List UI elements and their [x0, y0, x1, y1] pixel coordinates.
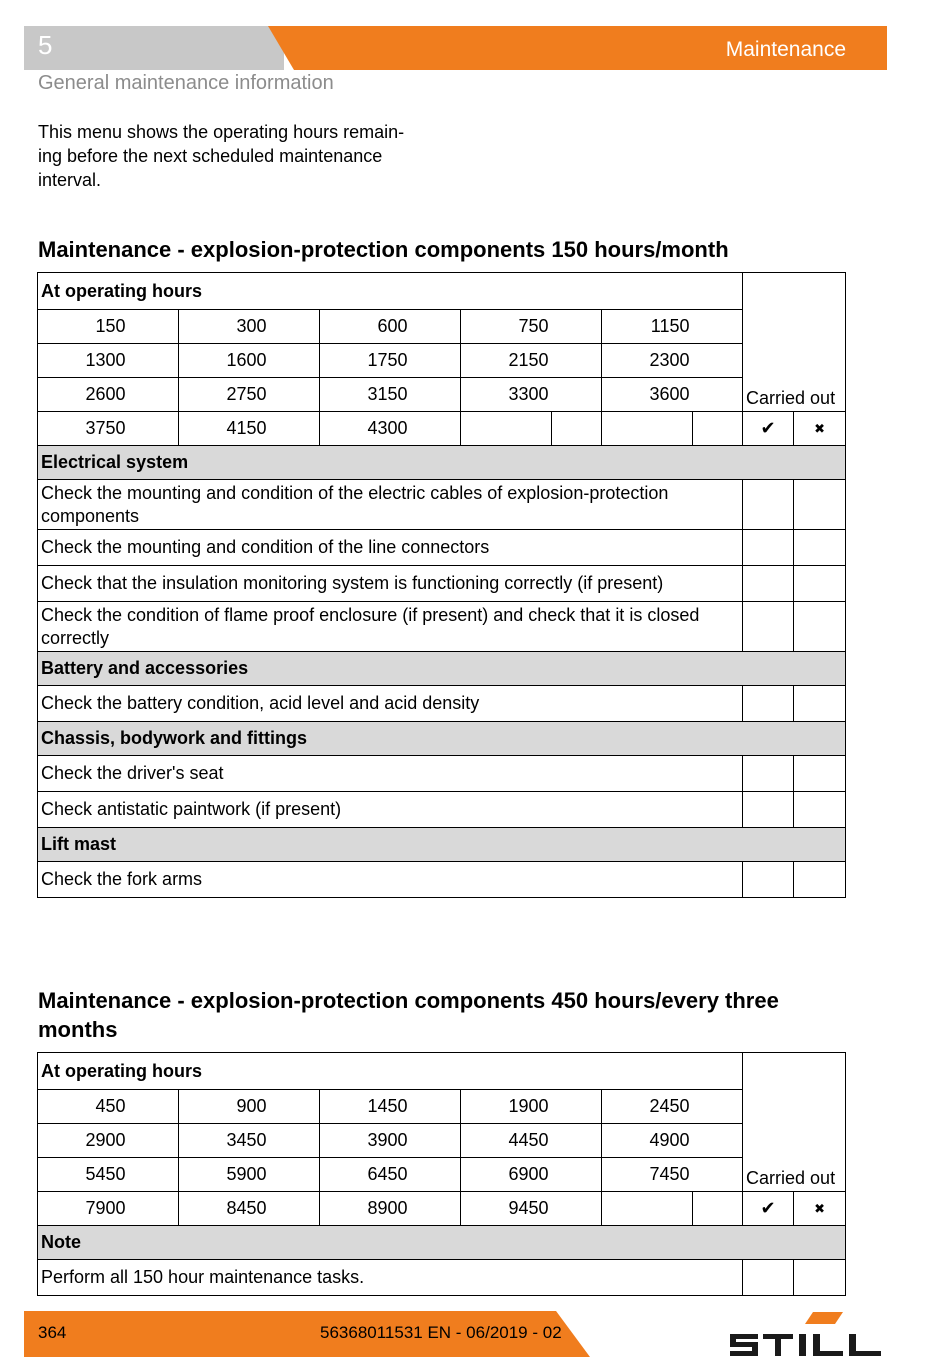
- hour-check-cell[interactable]: [270, 1158, 320, 1192]
- hour-cell: 4300: [320, 412, 411, 446]
- hour-cell: 3450: [179, 1124, 270, 1158]
- hour-cell: 300: [179, 310, 270, 344]
- intro-line: interval.: [38, 170, 102, 190]
- hour-cell: 9450: [461, 1192, 552, 1226]
- chapter-number: 5: [38, 30, 53, 60]
- hour-check-cell[interactable]: [693, 412, 743, 446]
- section-header-note: Note: [38, 1226, 846, 1260]
- table1-heading: Maintenance - explosion-protection components 150 hours/month: [38, 237, 729, 262]
- done-checkbox[interactable]: [743, 686, 794, 722]
- section-header-battery: Battery and accessories: [38, 652, 846, 686]
- done-checkbox[interactable]: [743, 602, 794, 652]
- task-description: Perform all 150 hour maintenance tasks.: [38, 1260, 743, 1296]
- task-description: Check the mounting and condition of the electric cables of explosion-protection components: [38, 480, 743, 530]
- hour-cell: 750: [461, 310, 552, 344]
- chapter-title: Maintenance: [725, 38, 846, 61]
- done-checkbox[interactable]: [743, 566, 794, 602]
- hour-check-cell[interactable]: [411, 344, 461, 378]
- hour-check-cell[interactable]: [411, 1158, 461, 1192]
- hour-cell: 450: [38, 1090, 129, 1124]
- hour-cell: 7900: [38, 1192, 129, 1226]
- check-mark-icon: ✔: [743, 412, 794, 446]
- hour-check-cell[interactable]: [552, 344, 602, 378]
- still-logo-icon: [727, 1312, 887, 1358]
- hour-cell: 2450: [602, 1090, 693, 1124]
- document-reference: 56368011531 EN - 06/2019 - 02: [320, 1323, 562, 1342]
- carried-out-label: Carried out: [743, 273, 846, 412]
- not-done-checkbox[interactable]: [794, 862, 846, 898]
- hour-check-cell[interactable]: [129, 1090, 179, 1124]
- hour-check-cell[interactable]: [129, 1158, 179, 1192]
- hour-cell: 4450: [461, 1124, 552, 1158]
- hour-cell: 7450: [602, 1158, 693, 1192]
- hour-check-cell[interactable]: [270, 344, 320, 378]
- hour-cell: 8900: [320, 1192, 411, 1226]
- hour-check-cell[interactable]: [270, 412, 320, 446]
- hour-check-cell[interactable]: [129, 1192, 179, 1226]
- hour-check-cell[interactable]: [129, 344, 179, 378]
- hour-check-cell[interactable]: [411, 1124, 461, 1158]
- hour-cell: [602, 412, 693, 446]
- hour-cell: 2900: [38, 1124, 129, 1158]
- hours-label: At operating hours: [38, 1053, 743, 1090]
- hour-check-cell[interactable]: [693, 1090, 743, 1124]
- done-checkbox[interactable]: [743, 530, 794, 566]
- cross-mark-icon: ✖: [794, 1192, 846, 1226]
- hour-check-cell[interactable]: [270, 310, 320, 344]
- hours-label: At operating hours: [38, 273, 743, 310]
- hour-check-cell[interactable]: [270, 1090, 320, 1124]
- done-checkbox[interactable]: [743, 756, 794, 792]
- hour-check-cell[interactable]: [552, 1090, 602, 1124]
- done-checkbox[interactable]: [743, 792, 794, 828]
- task-description: Check that the insulation monitoring system is functioning correctly (if present): [38, 566, 743, 602]
- not-done-checkbox[interactable]: [794, 686, 846, 722]
- hour-check-cell[interactable]: [129, 1124, 179, 1158]
- hour-cell: 4900: [602, 1124, 693, 1158]
- intro-paragraph: [38, 120, 438, 192]
- intro-line: This menu shows the operating hours remain-: [38, 122, 405, 142]
- hour-cell: 6450: [320, 1158, 411, 1192]
- check-mark-icon: ✔: [743, 1192, 794, 1226]
- section-header-electrical: Electrical system: [38, 446, 846, 480]
- task-description: Check the fork arms: [38, 862, 743, 898]
- hour-cell: 150: [38, 310, 129, 344]
- hour-check-cell[interactable]: [411, 412, 461, 446]
- hour-cell: 6900: [461, 1158, 552, 1192]
- hour-cell: 5450: [38, 1158, 129, 1192]
- not-done-checkbox[interactable]: [794, 792, 846, 828]
- done-checkbox[interactable]: [743, 1260, 794, 1296]
- hour-cell: 3600: [602, 378, 693, 412]
- done-checkbox[interactable]: [743, 480, 794, 530]
- page-number: 364: [38, 1323, 67, 1342]
- hour-check-cell[interactable]: [270, 1192, 320, 1226]
- hour-cell: 600: [320, 310, 411, 344]
- hour-check-cell[interactable]: [129, 310, 179, 344]
- hour-check-cell[interactable]: [552, 1192, 602, 1226]
- done-checkbox[interactable]: [743, 862, 794, 898]
- section-title: General maintenance information: [38, 72, 334, 94]
- hour-cell: 1900: [461, 1090, 552, 1124]
- chapter-tab: [24, 26, 284, 70]
- hour-check-cell[interactable]: [411, 310, 461, 344]
- hour-check-cell[interactable]: [270, 378, 320, 412]
- task-description: Check antistatic paintwork (if present): [38, 792, 743, 828]
- hour-check-cell[interactable]: [552, 310, 602, 344]
- hour-check-cell[interactable]: [129, 412, 179, 446]
- hour-cell: 900: [179, 1090, 270, 1124]
- hour-check-cell[interactable]: [411, 378, 461, 412]
- hour-cell: 2300: [602, 344, 693, 378]
- hour-cell: [461, 412, 552, 446]
- hour-cell: 1600: [179, 344, 270, 378]
- cross-mark-icon: ✖: [794, 412, 846, 446]
- hour-check-cell[interactable]: [552, 378, 602, 412]
- task-description: Check the driver's seat: [38, 756, 743, 792]
- hour-cell: 3750: [38, 412, 129, 446]
- hour-check-cell[interactable]: [129, 378, 179, 412]
- maintenance-table-150h: [37, 272, 846, 898]
- intro-line: ing before the next scheduled maintenance: [38, 146, 383, 166]
- hour-cell: 4150: [179, 412, 270, 446]
- maintenance-table-450h: [37, 1052, 846, 1296]
- not-done-checkbox[interactable]: [794, 756, 846, 792]
- task-description: Check the mounting and condition of the line connectors: [38, 530, 743, 566]
- hour-cell: 3900: [320, 1124, 411, 1158]
- not-done-checkbox[interactable]: [794, 530, 846, 566]
- hour-check-cell[interactable]: [693, 378, 743, 412]
- hour-cell: 2150: [461, 344, 552, 378]
- hour-cell: 2750: [179, 378, 270, 412]
- not-done-checkbox[interactable]: [794, 566, 846, 602]
- hour-check-cell[interactable]: [411, 1192, 461, 1226]
- carried-out-label: Carried out: [743, 1053, 846, 1192]
- hour-check-cell[interactable]: [693, 1158, 743, 1192]
- hour-cell: [602, 1192, 693, 1226]
- hour-check-cell[interactable]: [552, 1158, 602, 1192]
- not-done-checkbox[interactable]: [794, 1260, 846, 1296]
- hour-check-cell[interactable]: [552, 412, 602, 446]
- hour-cell: 1750: [320, 344, 411, 378]
- hour-check-cell[interactable]: [693, 1124, 743, 1158]
- hour-cell: 1150: [602, 310, 693, 344]
- hour-cell: 2600: [38, 378, 129, 412]
- hour-check-cell[interactable]: [693, 1192, 743, 1226]
- hour-cell: 8450: [179, 1192, 270, 1226]
- not-done-checkbox[interactable]: [794, 480, 846, 530]
- hour-check-cell[interactable]: [411, 1090, 461, 1124]
- hour-check-cell[interactable]: [693, 344, 743, 378]
- hour-cell: 1300: [38, 344, 129, 378]
- hour-cell: 3300: [461, 378, 552, 412]
- section-header-chassis: Chassis, bodywork and fittings: [38, 722, 846, 756]
- hour-cell: 1450: [320, 1090, 411, 1124]
- task-description: Check the battery condition, acid level and acid density: [38, 686, 743, 722]
- task-description: Check the condition of flame proof enclosure (if present) and check that it is closed correctly: [38, 602, 743, 652]
- hour-check-cell[interactable]: [552, 1124, 602, 1158]
- hour-cell: 5900: [179, 1158, 270, 1192]
- hour-check-cell[interactable]: [270, 1124, 320, 1158]
- hour-cell: 3150: [320, 378, 411, 412]
- table2-heading: Maintenance - explosion-protection components 450 hours/every three months: [38, 988, 779, 1042]
- not-done-checkbox[interactable]: [794, 602, 846, 652]
- hour-check-cell[interactable]: [693, 310, 743, 344]
- section-header-lift-mast: Lift mast: [38, 828, 846, 862]
